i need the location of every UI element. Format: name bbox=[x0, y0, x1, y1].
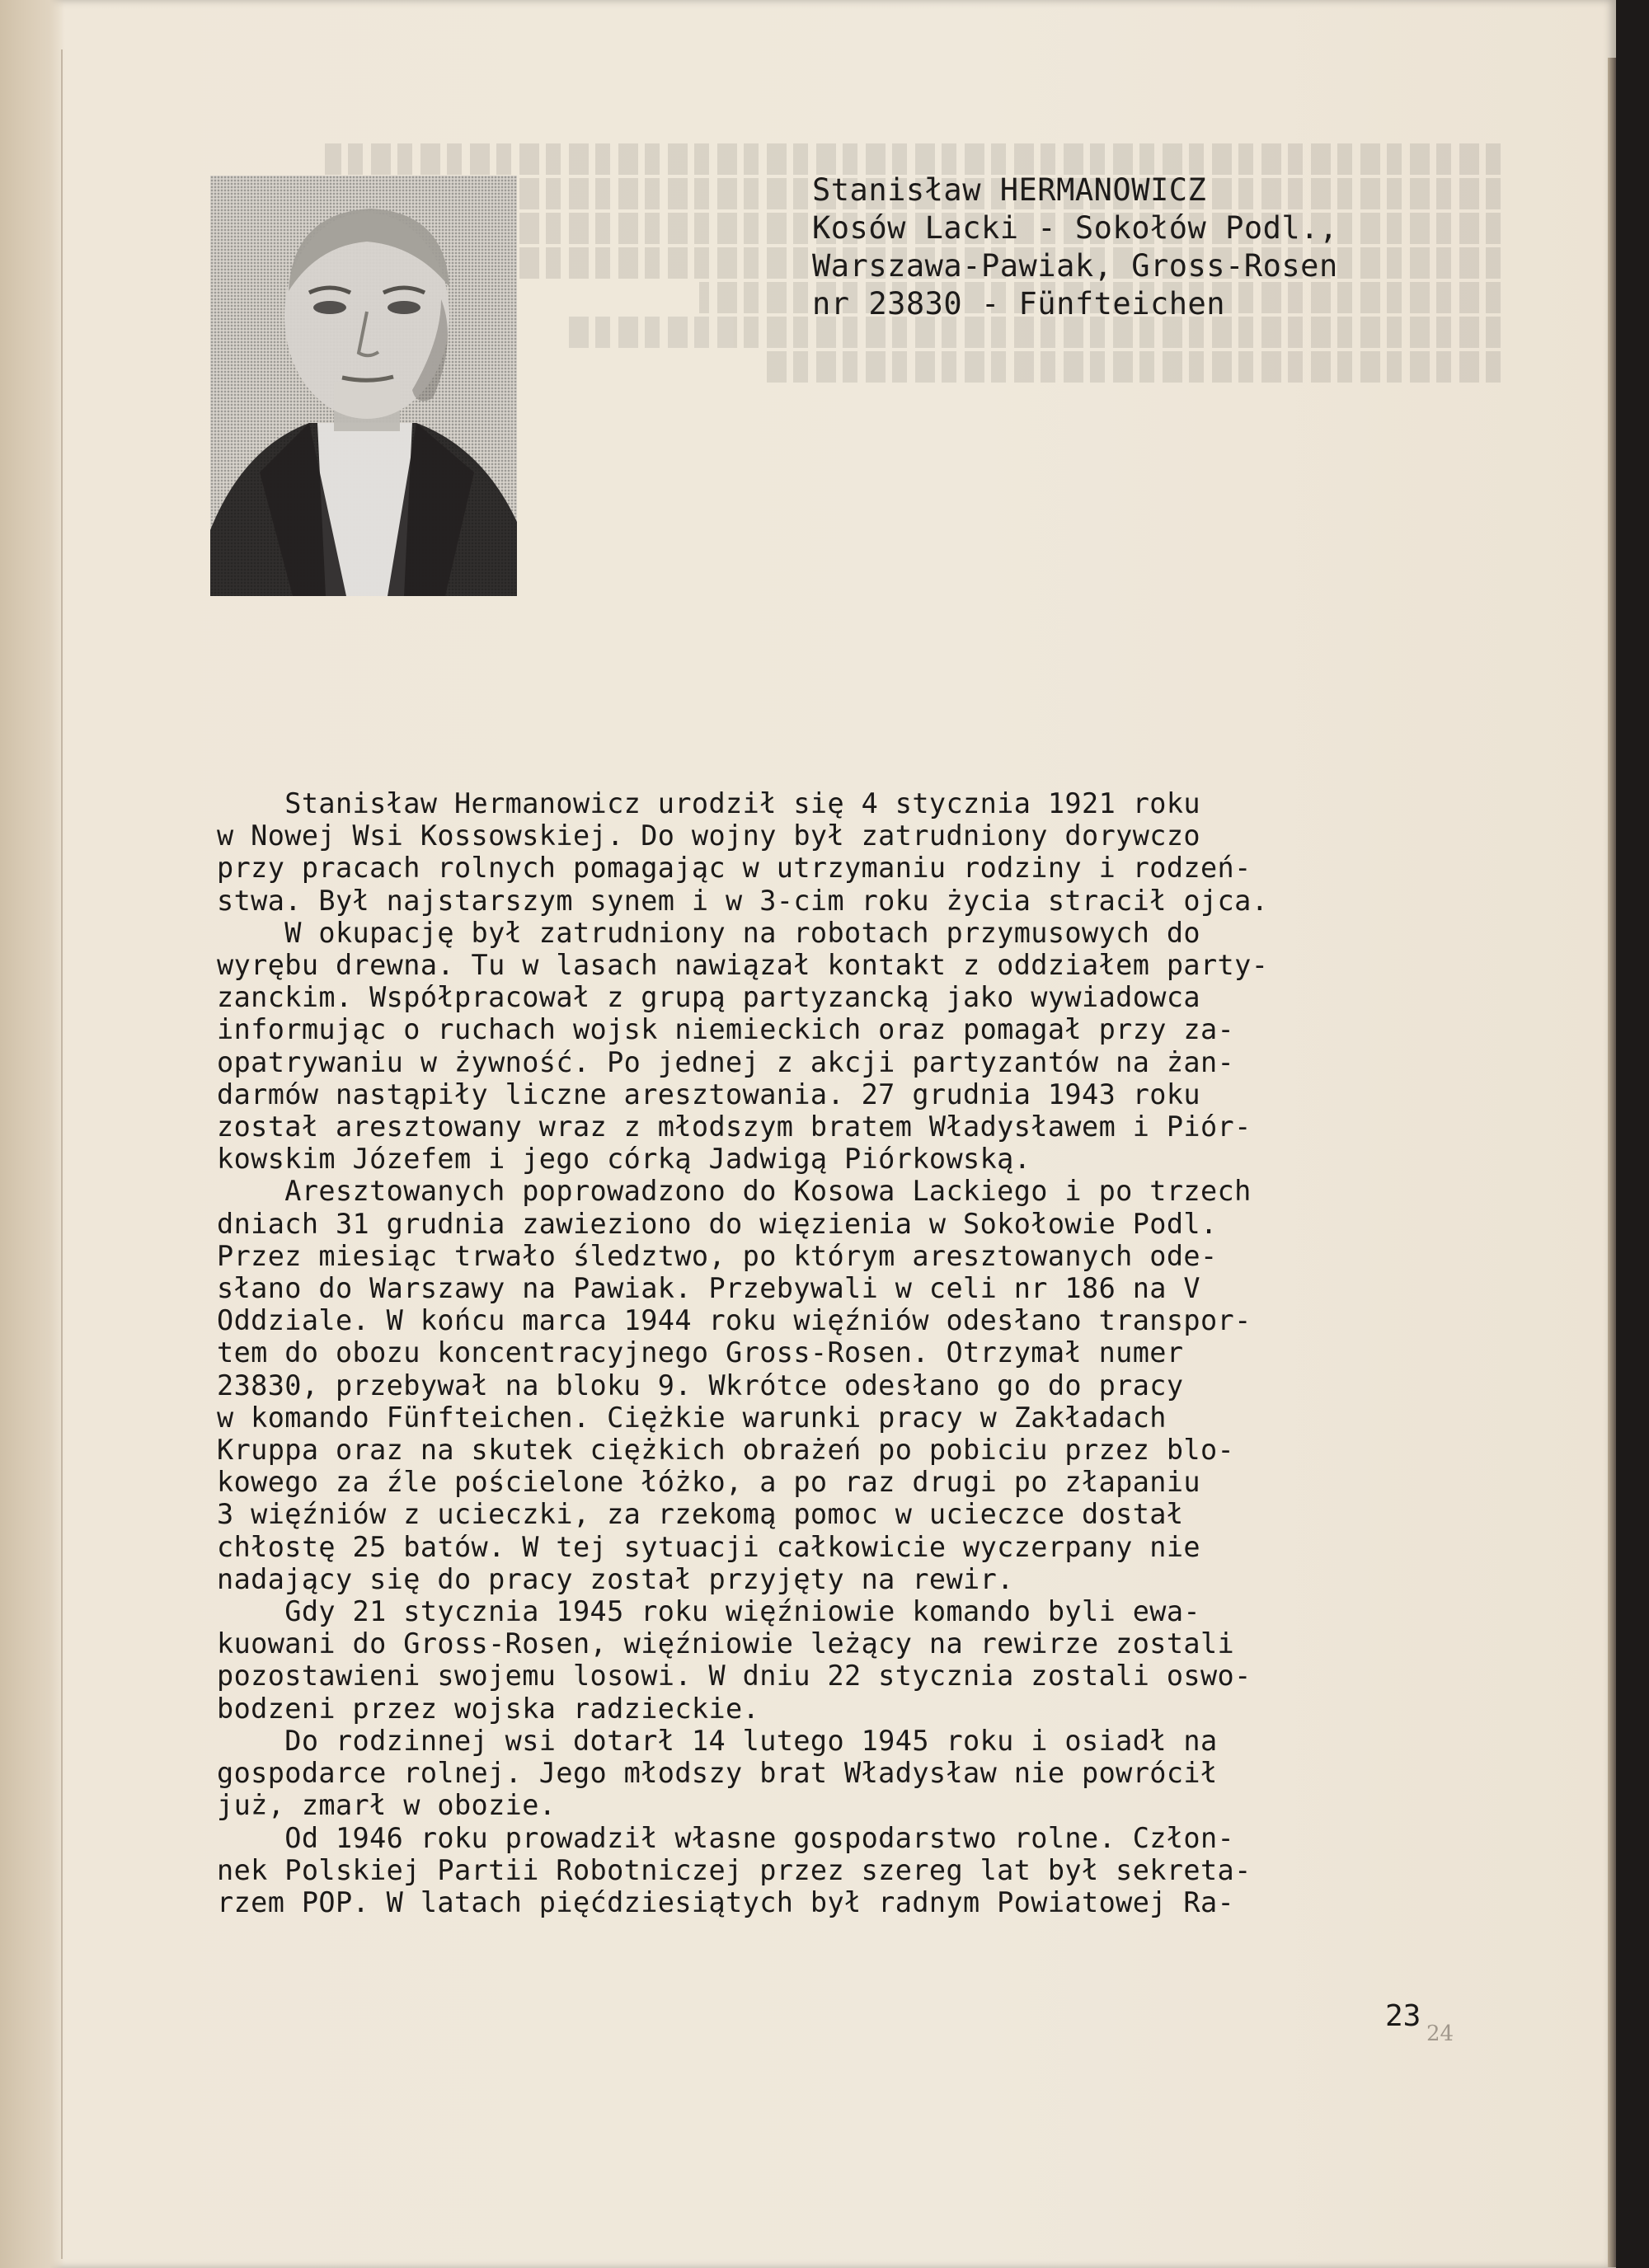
page-gutter-shadow bbox=[0, 0, 64, 2268]
text-line: tem do obozu koncentracyjnego Gross-Rosen. Otrzymał numer bbox=[217, 1336, 1184, 1369]
text-line: Stanisław Hermanowicz urodził się 4 stycznia 1921 roku bbox=[217, 787, 1200, 819]
text-line: Od 1946 roku prowadził własne gospodarstwo rolne. Człon- bbox=[217, 1821, 1235, 1854]
text-line: zanckim. Współpracował z grupą partyzancką jako wywiadowca bbox=[217, 981, 1200, 1014]
text-line: opatrywaniu w żywność. Po jednej z akcji partyzantów na żan- bbox=[217, 1045, 1235, 1078]
text-line: w komando Fünfteichen. Ciężkie warunki pracy w Zakładach bbox=[217, 1401, 1167, 1434]
text-line: przy pracach rolnych pomagając w utrzymaniu rodziny i rodzeń- bbox=[217, 852, 1252, 885]
text-line: nadający się do pracy został przyjęty na rewir. bbox=[217, 1562, 1014, 1595]
text-line: rzem POP. W latach pięćdziesiątych był radnym Powiatowej Ra- bbox=[217, 1885, 1235, 1918]
text-line: został aresztowany wraz z młodszym bratem Władysławem i Piór- bbox=[217, 1111, 1252, 1143]
text-line: słano do Warszawy na Pawiak. Przebywali w celi nr 186 na V bbox=[217, 1272, 1200, 1305]
pencil-page-number: 24 bbox=[1426, 2021, 1454, 2046]
portrait-figure bbox=[210, 176, 517, 596]
text-line: w Nowej Wsi Kossowskiej. Do wojny był zatrudniony dorywczo bbox=[217, 819, 1200, 852]
text-line: Oddziale. W końcu marca 1944 roku więźniów odesłano transpor- bbox=[217, 1304, 1252, 1337]
text-line: nek Polskiej Partii Robotniczej przez szereg lat był sekreta- bbox=[217, 1853, 1252, 1886]
text-line: Kruppa oraz na skutek ciężkich obrażeń po pobiciu przez blo- bbox=[217, 1434, 1235, 1467]
text-line: kowego za źle pościelone łóżko, a po raz drugi po złapaniu bbox=[217, 1466, 1200, 1499]
text-line: darmów nastąpiły liczne aresztowania. 27 grudnia 1943 roku bbox=[217, 1078, 1200, 1111]
text-line: kuowani do Gross-Rosen, więźniowie leżący na rewirze zostali bbox=[217, 1627, 1235, 1660]
person-camps: Warszawa-Pawiak, Gross-Rosen bbox=[812, 248, 1338, 284]
text-line: stwa. Był najstarszym synem i w 3-cim roku życia stracił ojca. bbox=[217, 884, 1269, 917]
text-line: Gdy 21 stycznia 1945 roku więźniowie komando byli ewa- bbox=[217, 1595, 1200, 1628]
text-line: wyrębu drewna. Tu w lasach nawiązał kontakt z oddziałem party- bbox=[217, 949, 1269, 982]
page-number: 23 bbox=[1385, 1999, 1421, 2033]
person-prisoner-number: nr 23830 - Fünfteichen bbox=[812, 286, 1226, 322]
text-line: bodzeni przez wojska radzieckie. bbox=[217, 1692, 760, 1725]
text-line: W okupację był zatrudniony na robotach przymusowych do bbox=[217, 916, 1200, 949]
biography-text bbox=[217, 787, 1421, 1918]
person-name: Stanisław HERMANOWICZ bbox=[812, 172, 1207, 208]
text-line: kowskim Józefem i jego córką Jadwigą Piórkowską. bbox=[217, 1143, 1031, 1176]
text-line: Aresztowanych poprowadzono do Kosowa Lackiego i po trzech bbox=[217, 1175, 1252, 1208]
page-fold-edge bbox=[61, 49, 63, 2259]
text-line: Przez miesiąc trwało śledztwo, po którym aresztowanych ode- bbox=[217, 1239, 1218, 1272]
text-line: pozostawieni swojemu losowi. W dniu 22 stycznia zostali oswo- bbox=[217, 1660, 1252, 1693]
right-page-edge bbox=[1608, 58, 1616, 2267]
person-places: Kosów Lacki - Sokołów Podl., bbox=[812, 210, 1338, 246]
text-line: chłostę 25 batów. W tej sytuacji całkowicie wyczerpany nie bbox=[217, 1530, 1200, 1563]
text-line: 3 więźniów z ucieczki, za rzekomą pomoc w ucieczce dostał bbox=[217, 1498, 1184, 1531]
text-line: informując o ruchach wojsk niemieckich oraz pomagał przy za- bbox=[217, 1013, 1235, 1046]
text-line: 23830, przebywał na bloku 9. Wkrótce odesłano go do pracy bbox=[217, 1369, 1184, 1402]
text-line: gospodarce rolnej. Jego młodszy brat Władysław nie powrócił bbox=[217, 1757, 1218, 1790]
person-header bbox=[812, 171, 1406, 323]
text-line: już, zmarł w obozie. bbox=[217, 1789, 557, 1822]
text-line: dniach 31 grudnia zawieziono do więzienia w Sokołowie Podl. bbox=[217, 1207, 1218, 1240]
text-line: Do rodzinnej wsi dotarł 14 lutego 1945 roku i osiadł na bbox=[217, 1724, 1218, 1757]
portrait-photo bbox=[210, 176, 517, 596]
